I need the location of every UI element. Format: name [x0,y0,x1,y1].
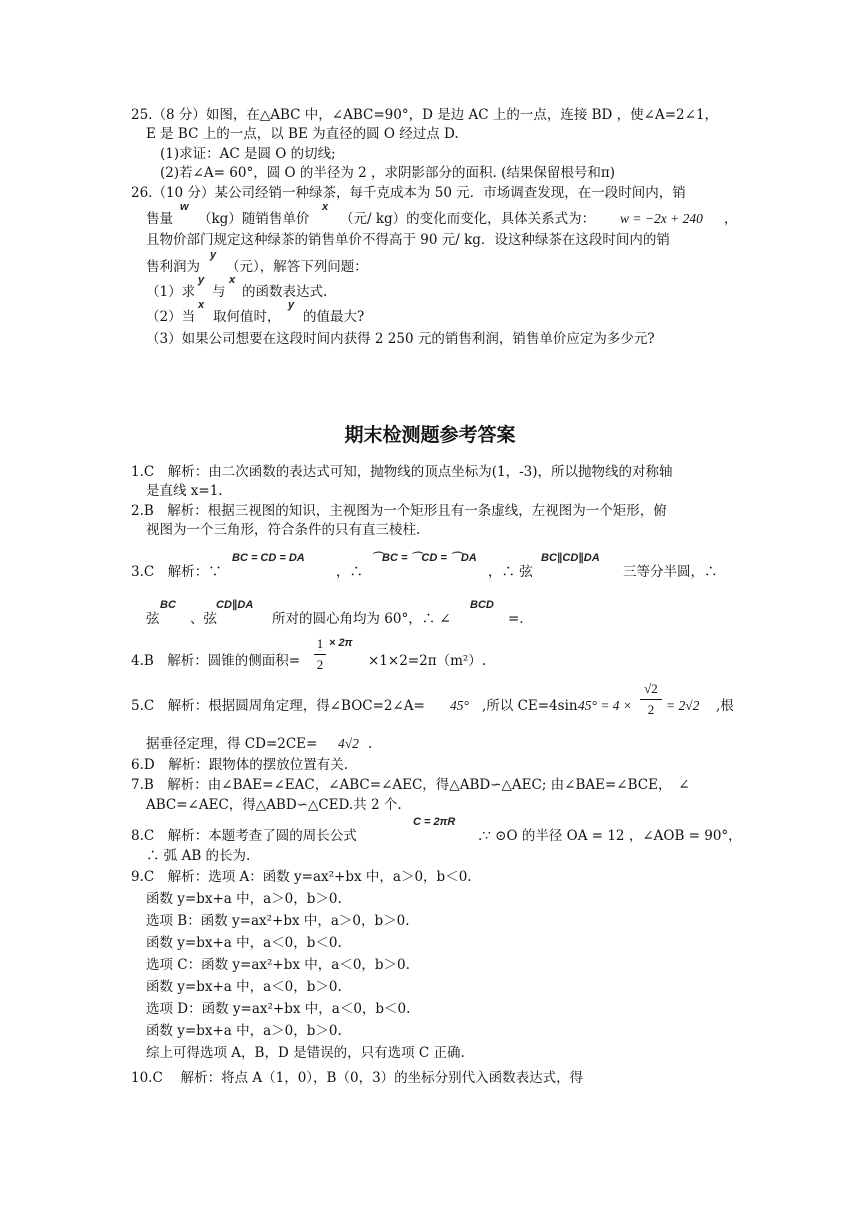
answer-5-line-2: 据垂径定理，得 CD=2CE= [146,736,318,752]
q26-line-5b: 与 [212,284,226,300]
answer-5-line-1c: ,根 [716,698,734,714]
q25-line-2: E 是 BC 上的一点，以 BE 为直径的圆 O 经过点 D. [146,126,459,142]
result-expression: = 2√2 [666,698,700,713]
var-y-image: y [288,299,295,311]
q26-line-4b: （元），解答下列问题： [226,259,368,275]
answer-4-line-1a: 4.B 解析：圆锥的侧面积= [131,653,301,669]
var-x-image: x [198,299,205,311]
q26-line-6c: 的值最大? [303,309,365,325]
answer-9-line-2: 函数 y=bx+a 中，a＞0，b＞0. [146,891,342,907]
q26-line-3: 且物价部门规定这种绿茶的销售单价不得高于 90 元/ kg．设这种绿茶在这段时间内的销 [146,232,670,248]
q26-line-6b: 取何值时， [213,309,281,325]
q26-line-2a: 售量 [146,211,173,227]
var-x-image: x [229,274,236,286]
q26-line-2b: （kg）随销售单价 [198,211,310,227]
fraction-denominator: 2 [647,702,655,717]
q25-line-3: (1)求证：AC 是圆 O 的切线; [160,146,336,162]
var-x-image: x [322,201,329,213]
answer-2-line-1: 2.B 解析：根据三视图的知识，主视图为一个矩形且有一条虚线，左视图为一个矩形，俯 [131,503,667,519]
q26-line-6a: （2）当 [146,309,196,325]
answer-1-line-2: 是直线 x=1. [146,483,223,499]
equation-image: BC = CD = DA [232,552,305,564]
q26-line-7: （3）如果公司想要在这段时间内获得 2 250 元的销售利润，销售单价应定为多少元? [146,331,655,347]
answer-3-line-1d: 三等分半圆，∴ [623,564,718,580]
equation-image: BC [160,599,176,611]
answer-9-line-1: 9.C 解析：选项 A：函数 y=ax²+bx 中，a＞0，b＜0. [131,869,472,885]
answer-3-line-2d: =. [508,611,524,627]
q26-line-1: 26.（10 分）某公司经销一种绿茶，每千克成本为 50 元．市场调查发现，在一段时间内，销 [131,185,686,201]
answer-3-line-1c: ，∴ 弦 [488,564,533,580]
answer-3-line-2b: 、弦 [190,611,217,627]
result-expression: 4√2 [338,736,359,751]
answer-9-line-8: 函数 y=bx+a 中，a＞0，b＞0. [146,1023,342,1039]
answer-6: 6.D 解析：跟物体的摆放位置有关. [131,757,348,773]
sin-expression: 45° = 4 × [578,698,632,713]
answer-4-line-1b: ×1×2=2π（m²）. [368,653,487,669]
answer-8-line-1a: 8.C 解析：本题考查了圆的周长公式 [131,828,357,844]
answer-9-line-5: 选项 C：函数 y=ax²+bx 中，a＜0，b＞0. [146,957,410,973]
answer-9-line-3: 选项 B：函数 y=ax²+bx 中，a＞0，b＞0. [146,913,410,929]
answer-5-line-1a: 5.C 解析：根据圆周角定理，得∠BOC=2∠A= [131,698,425,714]
q26-line-4a: 售利润为 [146,259,200,275]
fraction-denominator: 2 [316,657,324,672]
answer-3-line-1b: ，∴ [336,564,363,580]
q26-line-5c: 的函数表达式. [242,284,328,300]
answer-9-line-7: 选项 D：函数 y=ax²+bx 中，a＜0，b＜0. [146,1001,411,1017]
q26-formula: w = −2x + 240 [620,211,703,226]
answer-3-line-2a: 弦 [146,611,160,627]
answer-1-line-1: 1.C 解析：由二次函数的表达式可知，抛物线的顶点坐标为(1，-3)，所以抛物线的对称轴 [131,464,673,480]
var-y-image: y [198,274,205,286]
answer-7-line-2: ABC=∠AEC，得△ABD∽△CED.共 2 个. [146,797,402,813]
answer-9-line-9: 综上可得选项 A，B，D 是错误的，只有选项 C 正确. [146,1045,465,1061]
equation-image: CD∥DA [216,599,254,611]
answer-3-line-2c: 所对的圆心角均为 60°，∴ ∠ [272,611,451,627]
var-y-image: y [210,249,217,261]
answer-5-line-2-end: . [368,736,373,752]
answer-10: 10.C 解析：将点 A（1，0），B（0，3）的坐标分别代入函数表达式，得 [131,1070,584,1086]
answers-title: 期末检测题参考答案 [344,424,516,446]
answer-8-line-2: ∴ 弧 AB 的长为. [146,848,251,864]
answer-2-line-2: 视图为一个三角形，符合条件的只有直三棱柱. [146,522,421,538]
equation-image: BC∥CD∥DA [541,552,600,564]
answer-3-line-1a: 3.C 解析：∵ [131,564,222,580]
q25-line-1: 25.（8 分）如图，在△ABC 中，∠ABC=90°，D 是边 AC 上的一点，连接 BD ，使∠A=2∠1， [131,107,719,123]
fraction-numerator: 1 [316,636,324,651]
answer-8-line-1b: .∵ ⊙O 的半径 OA = 12 ，∠AOB = 90°， [478,828,742,844]
q26-comma: ， [724,211,738,227]
q25-line-4: (2)若∠A= 60°，圆 O 的半径为 2 ，求阴影部分的面积. (结果保留根号和π) [160,165,616,181]
fraction-one-half [314,636,326,673]
fraction-numerator: √2 [644,681,658,696]
q26-line-5a: （1）求 [146,284,196,300]
equation-image: ⌒BC = ⌒CD = ⌒DA [371,552,477,564]
answer-9-line-6: 函数 y=bx+a 中，a＜0，b＞0. [146,979,342,995]
equation-image: × 2π [329,637,353,649]
var-w-image: w [180,201,189,213]
answer-5-line-1b: ,所以 CE=4sin [482,698,578,714]
equation-image: C = 2πR [413,816,456,828]
fraction-root2-over-2 [640,681,662,718]
angle-45: 45° [450,698,469,713]
q26-line-2c: （元/ kg）的变化而变化，具体关系式为： [340,211,596,227]
equation-image: BCD [470,599,494,611]
answer-7-line-1: 7.B 解析：由∠BAE=∠EAC，∠ABC=∠AEC，得△ABD∽△AEC; 由∠BAE=∠BCE， ∠ [131,777,690,793]
answer-9-line-4: 函数 y=bx+a 中，a＜0，b＜0. [146,935,342,951]
